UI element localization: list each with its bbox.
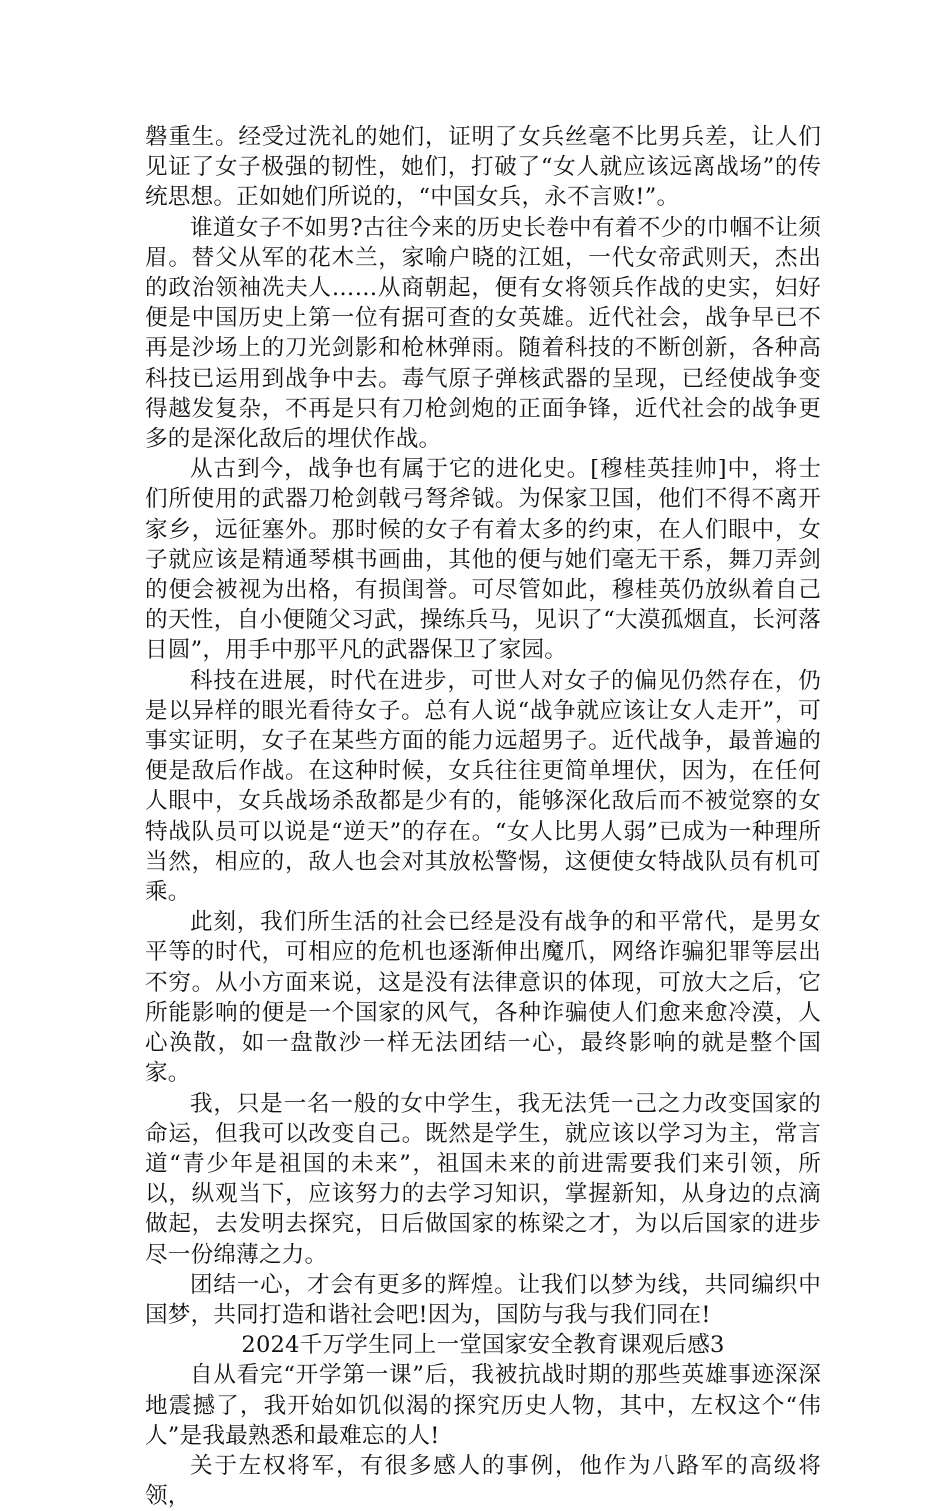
paragraph-5: 此刻，我们所生活的社会已经是没有战争的和平常代，是男女平等的时代，可相应的危机也逐渐伸出魔爪，网络诈骗犯罪等层出不穷。从小方面来说，这是没有法律意识的体现，可放大之后，它所能影响的便是一个国家的风气，各种诈骗使人们愈来愈冷漠，人心涣散，如一盘散沙一样无法团结一心，最终影响的就是整个国家。: [145, 909, 821, 1087]
paragraph-6: 我，只是一名一般的女中学生，我无法凭一己之力改变国家的命运，但我可以改变自己。既然是学生，就应该以学习为主，常言道“青少年是祖国的未来”，祖国未来的前进需要我们来引领，所以，纵观当下，应该努力的去学习知识，掌握新知，从身边的点滴做起，去发明去探究，日后做国家的栋梁之才，为以后国家的进步尽一份绵薄之力。: [145, 1090, 821, 1268]
paragraph-4: 科技在进展，时代在进步，可世人对女子的偏见仍然存在，仍是以异样的眼光看待女子。总有人说“战争就应该让女人走开”，可事实证明，女子在某些方面的能力远超男子。近代战争，最普遍的便是敌后作战。在这种时候，女兵往往更简单埋伏，因为，在任何人眼中，女兵战场杀敌都是少有的，能够深化敌后而不被觉察的女特战队员可以说是“逆天”的存在。“女人比男人弱”已成为一种理所当然，相应的，敌人也会对其放松警惕，这便使女特战队员有机可乘。: [145, 667, 821, 906]
paragraph-7: 团结一心，才会有更多的辉煌。让我们以梦为线，共同编织中国梦，共同打造和谐社会吧!因为，国防与我与我们同在!: [145, 1271, 821, 1328]
paragraph-1: 磐重生。经受过洗礼的她们，证明了女兵丝毫不比男兵差，让人们见证了女子极强的韧性，她们，打破了“女人就应该远离战场”的传统思想。正如她们所说的，“中国女兵，永不言败!”。: [145, 124, 821, 211]
paragraph-9: 关于左权将军，有很多感人的事例，他作为八路军的高级将领，: [145, 1452, 821, 1510]
paragraph-2: 谁道女子不如男?古往今来的历史长卷中有着不少的巾帼不让须眉。替父从军的花木兰，家喻户晓的江姐，一代女帝武则天，杰出的政治领袖冼夫人……从商朝起，便有女将领兵作战的史实，妇好便是中国历史上第一位有据可查的女英雄。近代社会，战争早已不再是沙场上的刀光剑影和枪林弹雨。随着科技的不断创新，各种高科技已运用到战争中去。毒气原子弹核武器的呈现，已经使战争变得越发复杂，不再是只有刀枪剑炮的正面争锋，近代社会的战争更多的是深化敌后的埋伏作战。: [145, 214, 821, 453]
paragraph-3: 从古到今，战争也有属于它的进化史。[穆桂英挂帅]中，将士们所使用的武器刀枪剑戟弓弩斧钺。为保家卫国，他们不得不离开家乡，远征塞外。那时候的女子有着太多的约束，在人们眼中，女子就应该是精通琴棋书画曲，其他的便与她们毫无干系，舞刀弄剑的便会被视为出格，有损闺誉。可尽管如此，穆桂英仍放纵着自己的天性，自小便随父习武，操练兵马，见识了“大漠孤烟直，长河落日圆”，用手中那平凡的武器保卫了家园。: [145, 456, 821, 664]
paragraph-8: 自从看完“开学第一课”后，我被抗战时期的那些英雄事迹深深地震撼了，我开始如饥似渴的探究历史人物，其中，左权这个“伟人”是我最熟悉和最难忘的人!: [145, 1362, 821, 1449]
document-body: [145, 122, 821, 1511]
section-heading: 2024千万学生同上一堂国家安全教育课观后感3: [241, 1332, 725, 1359]
